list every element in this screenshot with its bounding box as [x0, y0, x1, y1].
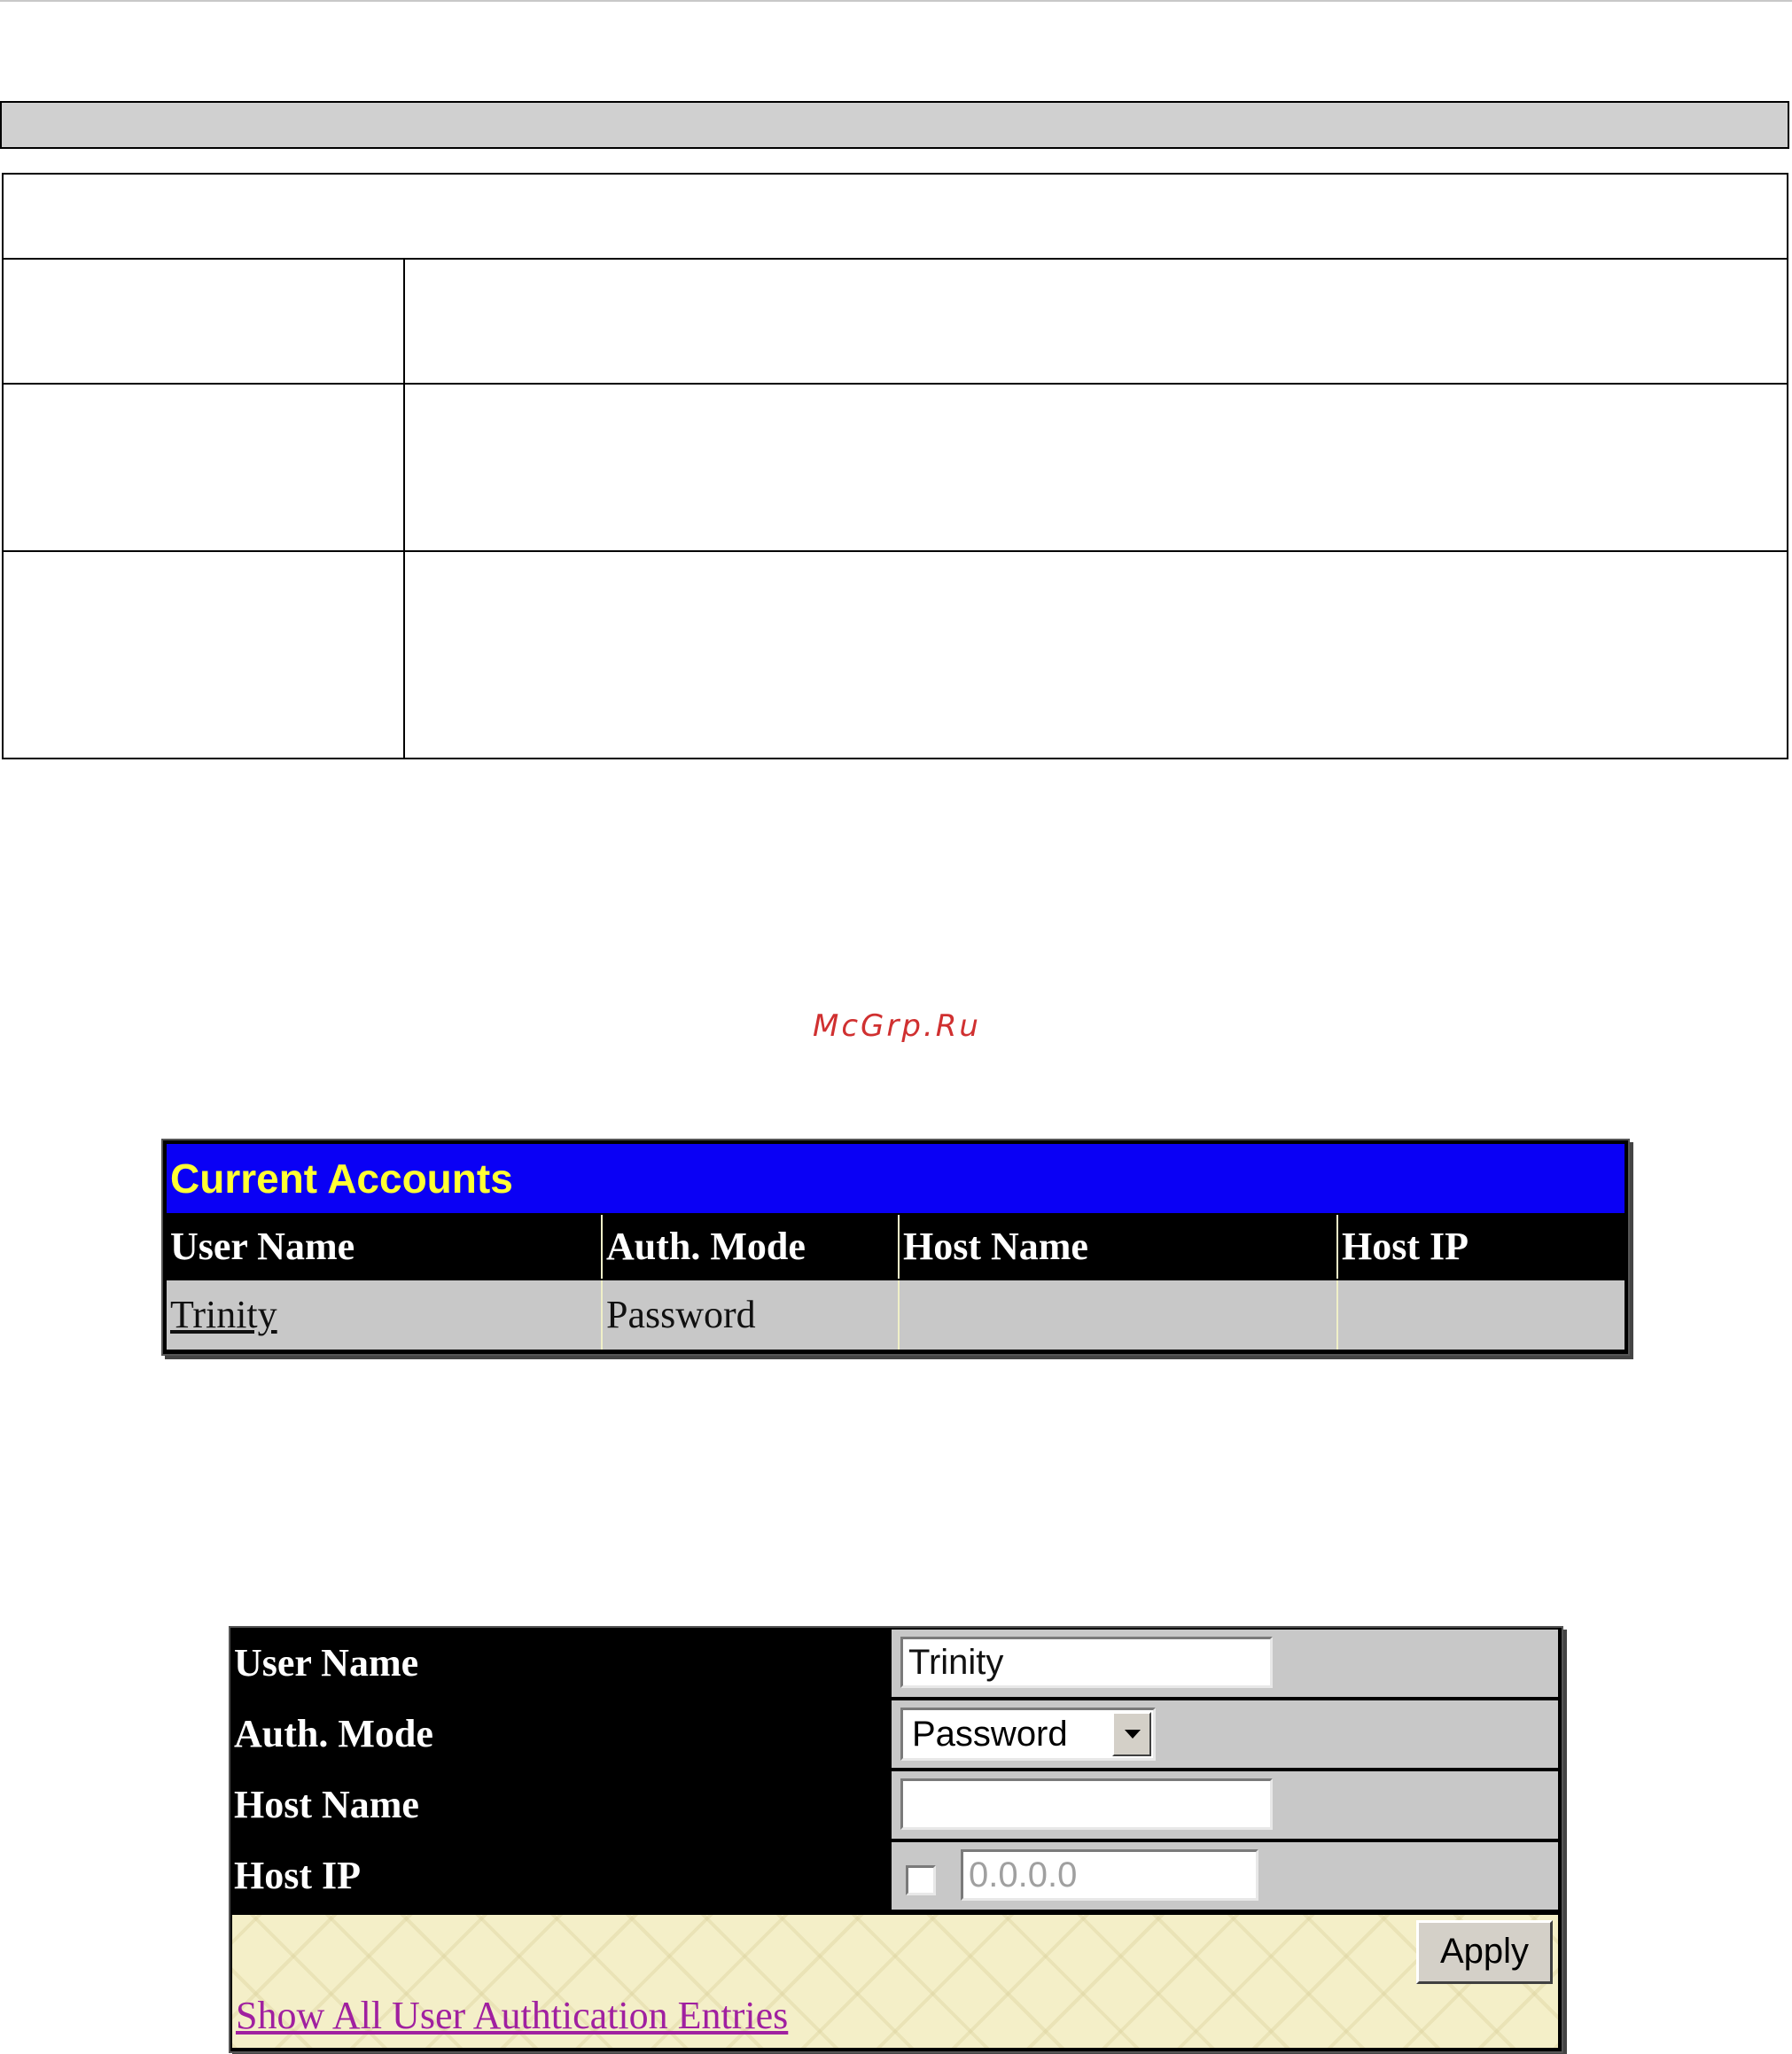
current-accounts-panel	[161, 1139, 1630, 1356]
cell-auth-mode: Password	[601, 1280, 898, 1350]
doc-table-row	[4, 385, 1787, 552]
top-rule	[0, 0, 1792, 2]
host-name-label: Host Name	[232, 1771, 888, 1839]
host-ip-label: Host IP	[232, 1842, 888, 1910]
form-footer	[232, 1915, 1558, 2048]
doc-table-param-cell	[4, 385, 405, 550]
column-header-user-name: User Name	[170, 1225, 355, 1268]
show-all-entries-link[interactable]: Show All User Authtication Entries	[236, 1994, 789, 2037]
user-name-input[interactable]: Trinity	[900, 1637, 1273, 1688]
user-name-cell	[892, 1630, 1558, 1697]
host-ip-checkbox[interactable]	[906, 1865, 936, 1895]
chevron-down-icon	[1125, 1730, 1141, 1739]
host-ip-input[interactable]: 0.0.0.0	[961, 1849, 1258, 1901]
cell-host-name	[898, 1280, 1336, 1350]
doc-table-desc-cell	[405, 552, 1787, 758]
current-accounts-title: Current Accounts	[167, 1144, 1624, 1213]
cell-user-name	[167, 1280, 601, 1350]
doc-table-desc-cell	[405, 260, 1787, 383]
form-row-user-name	[232, 1630, 1558, 1697]
doc-table-param-cell	[4, 552, 405, 758]
doc-table-row	[4, 552, 1787, 758]
form-row-host-name	[232, 1771, 1558, 1839]
form-row-auth-mode	[232, 1700, 1558, 1768]
auth-mode-select[interactable]	[900, 1708, 1156, 1761]
doc-table-title-row	[4, 175, 1787, 260]
watermark: McGrp.Ru	[813, 1008, 981, 1044]
user-name-label: User Name	[232, 1630, 888, 1697]
user-auth-edit-form	[229, 1626, 1563, 2053]
column-header-host-name: Host Name	[898, 1215, 1336, 1279]
auth-mode-label: Auth. Mode	[232, 1700, 888, 1768]
auth-mode-cell	[892, 1700, 1558, 1768]
doc-table-desc-cell	[405, 385, 1787, 550]
table-row	[167, 1280, 1624, 1350]
doc-table-header-bar	[0, 101, 1789, 149]
column-header-host-ip: Host IP	[1336, 1215, 1624, 1279]
apply-button[interactable]: Apply	[1416, 1920, 1553, 1984]
doc-table-param-cell	[4, 260, 405, 383]
doc-table-row	[4, 260, 1787, 385]
column-header-auth-mode: Auth. Mode	[601, 1215, 898, 1279]
auth-mode-selected-value: Password	[912, 1715, 1068, 1754]
doc-parameter-table	[2, 173, 1788, 759]
cell-host-ip	[1336, 1280, 1624, 1350]
host-ip-cell	[892, 1842, 1558, 1910]
user-link-trinity[interactable]: Trinity	[170, 1293, 277, 1336]
form-row-host-ip	[232, 1842, 1558, 1910]
dropdown-button[interactable]	[1112, 1712, 1151, 1756]
host-name-cell	[892, 1771, 1558, 1839]
accounts-table-header	[167, 1215, 1624, 1279]
host-name-input[interactable]	[900, 1778, 1273, 1830]
